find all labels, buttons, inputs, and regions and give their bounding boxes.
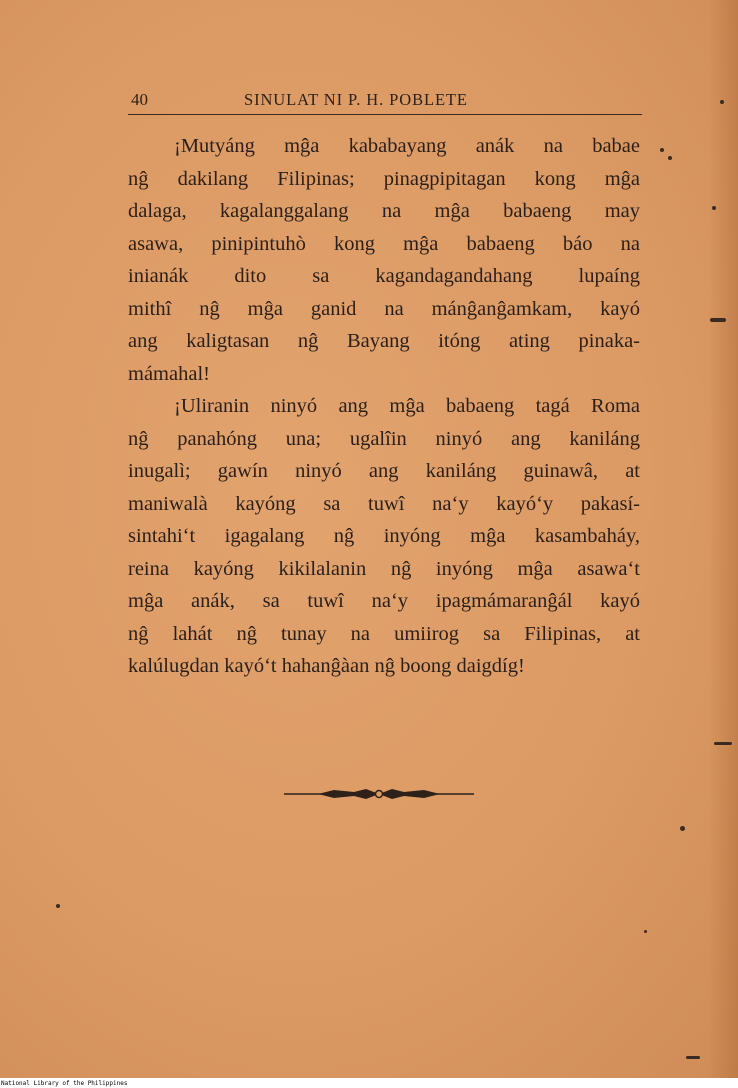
text-line: nĝ panahóng una; ugalîin ninyó ang kaniláng <box>128 427 640 450</box>
page-number: 40 <box>131 90 148 109</box>
text-line: inianák dito sa kagandagandahang lupaíng <box>128 265 640 287</box>
paragraph-2 <box>128 390 640 683</box>
ornamental-divider <box>284 784 474 804</box>
paragraph-1 <box>128 130 640 390</box>
ink-speck <box>680 826 685 831</box>
text-line: nĝ dakilang Filipinas; pinagpipitagan kong mĝa <box>128 167 640 190</box>
text-line: kalúlugdan kayó‘t hahanĝàan nĝ boong daigdíg! <box>128 655 525 677</box>
text-line: mithî nĝ mĝa ganid na mánĝanĝamkam, kayó <box>128 297 640 320</box>
text-line: inugalì; gawín ninyó ang kaniláng guinawâ, at <box>128 460 640 482</box>
ink-speck <box>56 904 60 908</box>
page-header <box>128 88 642 115</box>
text-line: ¡Mutyáng mĝa kababayang anák na babae <box>174 135 640 157</box>
text-line: sintahi‘t igagalang nĝ inyóng mĝa kasambaháy, <box>128 525 640 547</box>
ink-speck <box>644 930 647 933</box>
ink-speck <box>720 100 724 104</box>
scan-credit: National Library of the Philippines <box>1 1080 128 1087</box>
page-edge-shadow <box>708 0 738 1078</box>
text-line: nĝ lahát nĝ tunay na umiirog sa Filipinas, at <box>128 622 640 645</box>
body-text <box>128 130 640 683</box>
text-line: reina kayóng kikilalanin nĝ inyóng mĝa asawa‘t <box>128 557 640 580</box>
text-line: asawa, pinipintuhò kong mĝa babaeng báo na <box>128 232 640 255</box>
text-line: ang kaligtasan nĝ Bayang itóng ating pinaka- <box>128 330 640 352</box>
running-head: SINULAT NI P. H. POBLETE <box>244 90 468 109</box>
ink-speck <box>686 1056 700 1059</box>
ink-speck <box>660 148 664 152</box>
ink-speck <box>710 318 726 322</box>
text-line: maniwalà kayóng sa tuwî na‘y kayó‘y pakasí- <box>128 492 640 515</box>
ink-speck <box>712 206 716 210</box>
text-line: mámahal! <box>128 362 210 385</box>
text-line: ¡Uliranin ninyó ang mĝa babaeng tagá Roma <box>174 395 640 417</box>
ink-speck <box>668 156 672 160</box>
ink-speck <box>714 742 732 745</box>
text-line: mĝa anák, sa tuwî na‘y ipagmámaranĝál kayó <box>128 590 640 612</box>
text-line: dalaga, kagalanggalang na mĝa babaeng may <box>128 200 640 222</box>
